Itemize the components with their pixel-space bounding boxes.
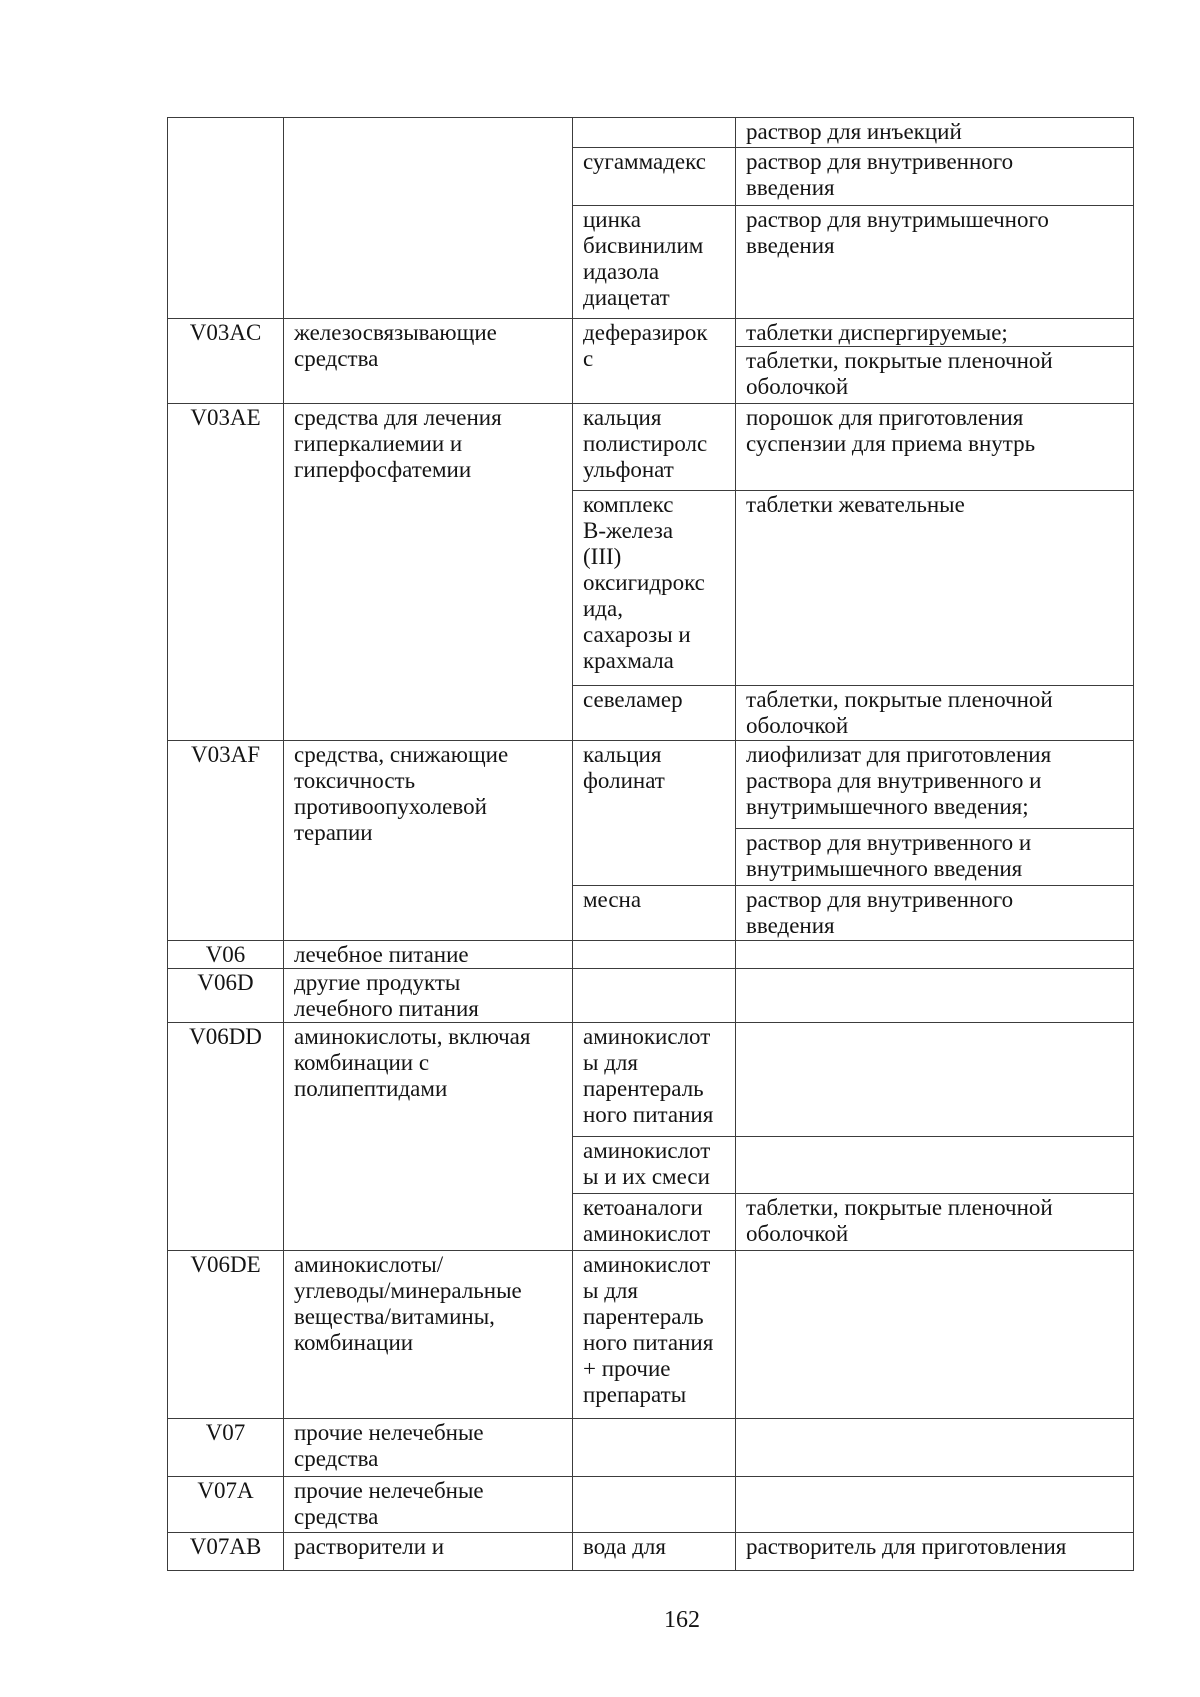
dosage-form-cell: лиофилизат для приготовления раствора для внутривенного и внутримышечного введения;	[736, 741, 1134, 829]
group-name-cell: средства, снижающие токсичность противоопухолевой терапии	[284, 741, 573, 941]
dosage-form-cell: таблетки жевательные	[736, 491, 1134, 686]
drug-name-cell: аминокислот ы для парентераль ного питания + прочие препараты	[573, 1251, 736, 1419]
group-name-cell: прочие нелечебные средства	[284, 1477, 573, 1533]
dosage-form-cell: раствор для инъекций	[736, 118, 1134, 148]
group-name-cell: аминокислоты, включая комбинации с полипептидами	[284, 1023, 573, 1251]
dosage-form-cell	[736, 1251, 1134, 1419]
atc-code-cell: V07	[168, 1419, 284, 1477]
drug-name-cell: деферазирок с	[573, 319, 736, 404]
dosage-form-cell: таблетки диспергируемые;	[736, 319, 1134, 347]
atc-code-cell: V07AB	[168, 1533, 284, 1571]
drug-name-cell: сугаммадекс	[573, 148, 736, 206]
dosage-form-cell: растворитель для приготовления	[736, 1533, 1134, 1571]
dosage-form-cell	[736, 1477, 1134, 1533]
drug-name-cell: вода для	[573, 1533, 736, 1571]
dosage-form-cell: раствор для внутривенного введения	[736, 886, 1134, 941]
dosage-form-cell	[736, 1137, 1134, 1194]
drug-name-cell	[573, 118, 736, 148]
drug-name-cell	[573, 941, 736, 969]
drug-name-cell: кетоаналоги аминокислот	[573, 1194, 736, 1251]
drug-name-cell: кальция полистиролс ульфонат	[573, 404, 736, 491]
drug-name-cell: цинка бисвинилим идазола диацетат	[573, 206, 736, 319]
dosage-form-cell	[736, 1419, 1134, 1477]
atc-code-cell	[168, 118, 284, 319]
drug-name-cell: кальция фолинат	[573, 741, 736, 886]
group-name-cell: лечебное питание	[284, 941, 573, 969]
drug-name-cell: аминокислот ы для парентераль ного питания	[573, 1023, 736, 1137]
drug-classification-table	[167, 117, 1134, 1571]
group-name-cell: аминокислоты/ углеводы/минеральные вещества/витамины, комбинации	[284, 1251, 573, 1419]
dosage-form-cell	[736, 1023, 1134, 1137]
dosage-form-cell	[736, 941, 1134, 969]
drug-name-cell: севеламер	[573, 686, 736, 741]
group-name-cell: прочие нелечебные средства	[284, 1419, 573, 1477]
atc-code-cell: V06DD	[168, 1023, 284, 1251]
atc-code-cell: V03AC	[168, 319, 284, 404]
drug-name-cell	[573, 1419, 736, 1477]
page-number: 162	[664, 1607, 700, 1633]
atc-code-cell: V03AF	[168, 741, 284, 941]
drug-name-cell: аминокислот ы и их смеси	[573, 1137, 736, 1194]
atc-code-cell: V06	[168, 941, 284, 969]
drug-name-cell	[573, 969, 736, 1023]
dosage-form-cell: раствор для внутримышечного введения	[736, 206, 1134, 319]
atc-code-cell: V07A	[168, 1477, 284, 1533]
drug-name-cell: месна	[573, 886, 736, 941]
dosage-form-cell: порошок для приготовления суспензии для приема внутрь	[736, 404, 1134, 491]
group-name-cell: железосвязывающие средства	[284, 319, 573, 404]
dosage-form-cell: раствор для внутривенного и внутримышечного введения	[736, 829, 1134, 886]
group-name-cell: другие продукты лечебного питания	[284, 969, 573, 1023]
group-name-cell	[284, 118, 573, 319]
dosage-form-cell	[736, 969, 1134, 1023]
atc-code-cell: V06DE	[168, 1251, 284, 1419]
dosage-form-cell: таблетки, покрытые пленочной оболочкой	[736, 686, 1134, 741]
dosage-form-cell: раствор для внутривенного введения	[736, 148, 1134, 206]
group-name-cell: средства для лечения гиперкалиемии и гиперфосфатемии	[284, 404, 573, 741]
atc-code-cell: V06D	[168, 969, 284, 1023]
dosage-form-cell: таблетки, покрытые пленочной оболочкой	[736, 1194, 1134, 1251]
dosage-form-cell: таблетки, покрытые пленочной оболочкой	[736, 347, 1134, 404]
drug-name-cell: комплекс В-железа (III) оксигидрокс ида, сахарозы и крахмала	[573, 491, 736, 686]
atc-code-cell: V03AE	[168, 404, 284, 741]
drug-name-cell	[573, 1477, 736, 1533]
group-name-cell: растворители и	[284, 1533, 573, 1571]
